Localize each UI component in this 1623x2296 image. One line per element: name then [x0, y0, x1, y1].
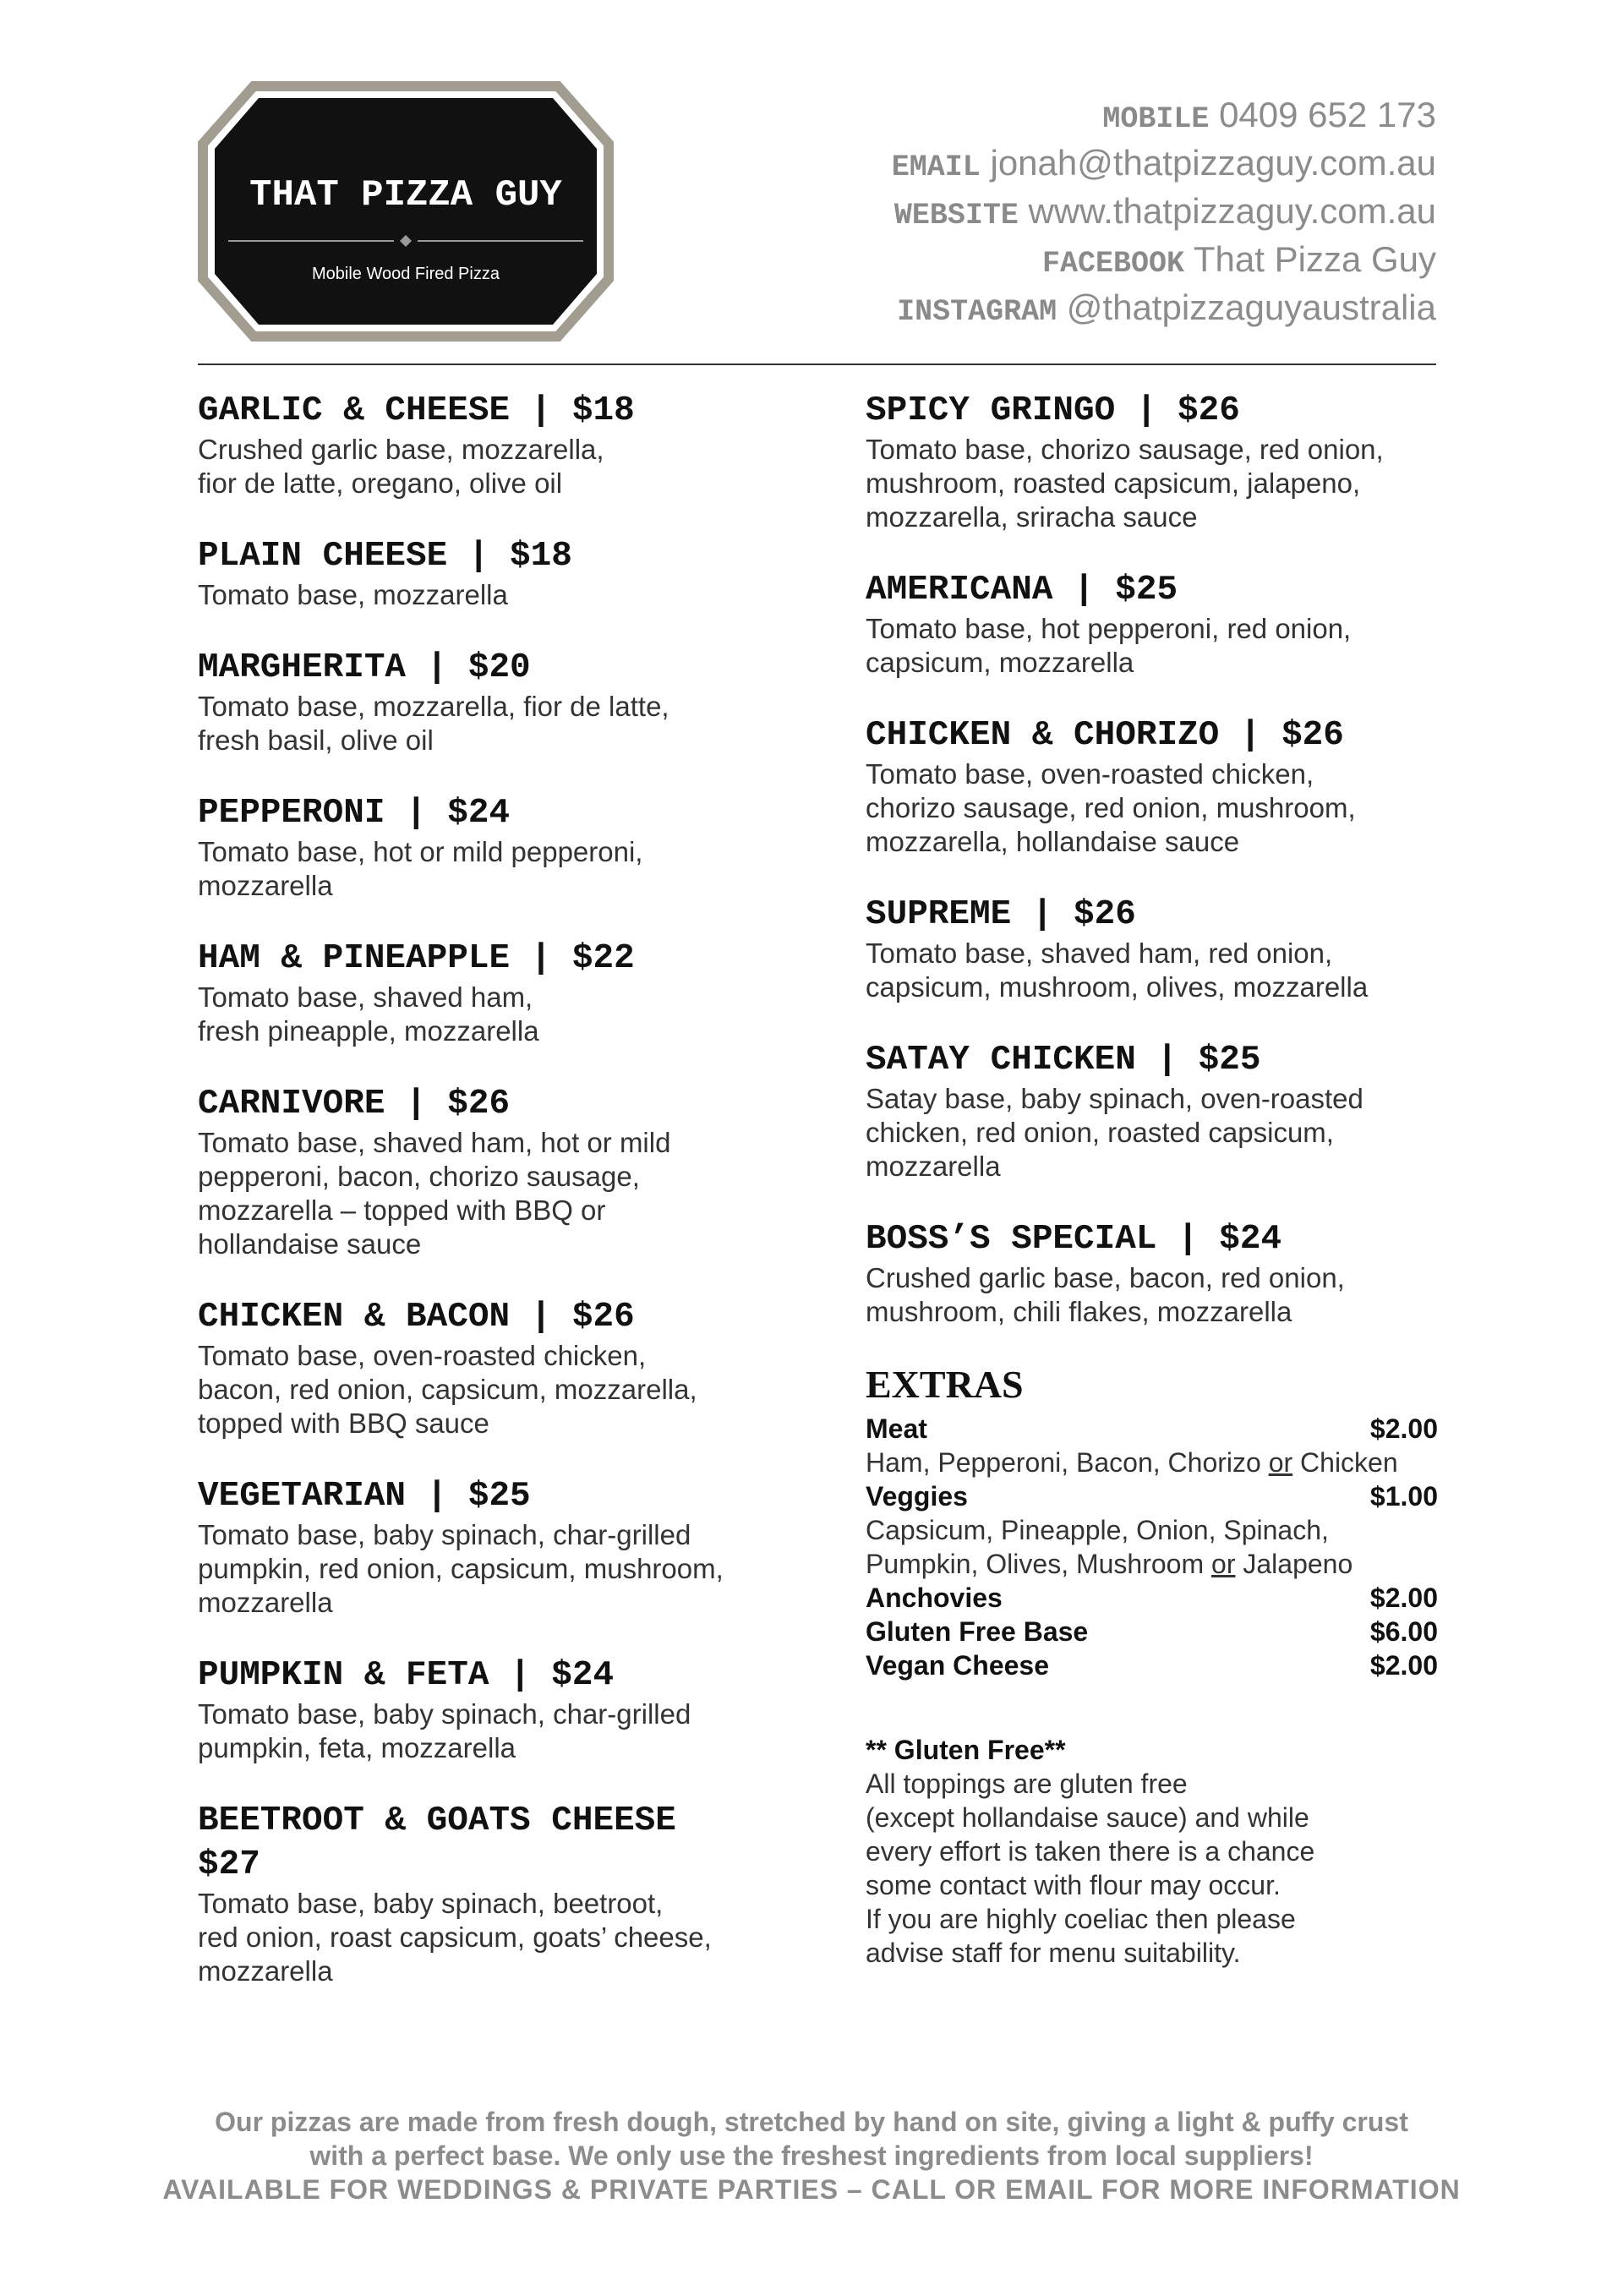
item-description: Tomato base, shaved ham, fresh pineapple, mozzarella	[198, 981, 539, 1047]
logo-subtitle: Mobile Wood Fired Pizza	[312, 265, 500, 283]
contact-value[interactable]: jonah@thatpizzaguy.com.au	[990, 143, 1436, 183]
contact-value[interactable]: That Pizza Guy	[1193, 239, 1436, 279]
menu-item	[866, 713, 1438, 859]
menu-item	[198, 791, 806, 903]
extras-section	[866, 1363, 1438, 1682]
menu-item	[866, 1217, 1438, 1329]
extra-description: Capsicum, Pineapple, Onion, Spinach,	[866, 1515, 1329, 1545]
extra-description	[866, 1547, 1438, 1581]
contact-label: FACEBOOK	[1041, 247, 1184, 281]
extra-label: Veggies	[866, 1481, 968, 1512]
item-name: CHICKEN & BACON | $26	[198, 1298, 635, 1337]
menu-item	[866, 893, 1438, 1004]
item-description: Tomato base, baby spinach, beetroot, red onion, roast capsicum, goats’ cheese, mozzarella	[198, 1888, 712, 1987]
contact-mobile	[892, 93, 1436, 141]
item-description: Tomato base, baby spinach, char-grilled pumpkin, red onion, capsicum, mushroom, mozzarella	[198, 1519, 724, 1618]
item-description: Crushed garlic base, bacon, red onion, mushroom, chili flakes, mozzarella	[866, 1262, 1345, 1327]
extra-desc-text: Jalapeno	[1235, 1549, 1353, 1579]
item-name: AMERICANA | $25	[866, 571, 1178, 610]
footer-cta: AVAILABLE FOR WEDDINGS & PRIVATE PARTIES – CALL OR EMAIL FOR MORE INFORMATION	[162, 2174, 1461, 2205]
item-name: BOSS’S SPECIAL | $24	[866, 1220, 1282, 1259]
contact-label: WEBSITE	[893, 199, 1019, 232]
extra-desc-text: Ham, Pepperoni, Bacon, Chorizo	[866, 1447, 1269, 1478]
extra-desc-or: or	[1211, 1549, 1236, 1579]
contact-instagram	[892, 286, 1436, 334]
extra-price: $1.00	[1369, 1481, 1438, 1512]
contact-label: EMAIL	[891, 150, 981, 184]
menu-column-left	[198, 389, 806, 2022]
menu-item	[198, 937, 806, 1048]
gluten-free-text: All toppings are gluten free (except hollandaise sauce) and while every effort is taken there is a chance some contact with flour may occur. If you are highly coeliac then please advise staff for menu suitability.	[866, 1768, 1315, 1968]
item-name: GARLIC & CHEESE | $18	[198, 391, 635, 430]
extra-anchovies	[866, 1581, 1438, 1615]
gluten-free-title: ** Gluten Free**	[866, 1735, 1066, 1765]
item-description: Tomato base, hot pepperoni, red onion, capsicum, mozzarella	[866, 613, 1352, 678]
item-name: CARNIVORE | $26	[198, 1085, 511, 1123]
extra-label: Meat	[866, 1413, 927, 1444]
extra-vegan-cheese	[866, 1648, 1438, 1682]
item-description: Tomato base, hot or mild pepperoni, mozzarella	[198, 836, 643, 901]
contact-info	[892, 93, 1436, 334]
extra-label: Gluten Free Base	[866, 1616, 1089, 1647]
footer-line: Our pizzas are made from fresh dough, stretched by hand on site, giving a light & puffy crust	[215, 2107, 1408, 2137]
gluten-free-note	[866, 1733, 1438, 1970]
footer	[0, 2105, 1623, 2206]
item-description: Tomato base, shaved ham, hot or mild pepperoni, bacon, chorizo sausage, mozzarella – topped with BBQ or hollandaise sauce	[198, 1127, 671, 1260]
item-name: SUPREME | $26	[866, 895, 1136, 934]
extra-desc-text: Chicken	[1292, 1447, 1398, 1478]
item-description: Tomato base, oven-roasted chicken, chorizo sausage, red onion, mushroom, mozzarella, hollandaise sauce	[866, 758, 1356, 857]
extra-veggies	[866, 1479, 1438, 1513]
menu-item	[198, 646, 806, 757]
item-name: HAM & PINEAPPLE | $22	[198, 939, 635, 978]
contact-value[interactable]: www.thatpizzaguy.com.au	[1028, 191, 1436, 231]
extra-price: $6.00	[1369, 1616, 1438, 1647]
menu-item	[198, 534, 806, 612]
menu-item	[198, 1474, 806, 1620]
item-description: Tomato base, oven-roasted chicken, bacon, red onion, capsicum, mozzarella, topped with BBQ sauce	[198, 1340, 697, 1439]
item-description: Crushed garlic base, mozzarella, fior de latte, oregano, olive oil	[198, 434, 604, 499]
extra-price: $2.00	[1369, 1583, 1438, 1613]
extras-title: EXTRAS	[866, 1363, 1024, 1406]
extra-gluten-free-base	[866, 1615, 1438, 1648]
item-description: Tomato base, chorizo sausage, red onion, mushroom, roasted capsicum, jalapeno, mozzarella, sriracha sauce	[866, 434, 1384, 533]
extra-price: $2.00	[1369, 1413, 1438, 1444]
menu-item	[866, 1038, 1438, 1184]
logo-title: THAT PIZZA GUY	[249, 174, 562, 216]
item-description: Tomato base, baby spinach, char-grilled pumpkin, feta, mozzarella	[198, 1698, 691, 1763]
header-divider	[198, 364, 1436, 365]
item-name: PLAIN CHEESE | $18	[198, 537, 572, 576]
item-description: Satay base, baby spinach, oven-roasted chicken, red onion, roasted capsicum, mozzarella	[866, 1083, 1363, 1182]
extra-meat	[866, 1412, 1438, 1446]
item-description: Tomato base, mozzarella, fior de latte, fresh basil, olive oil	[198, 691, 669, 756]
extra-description	[866, 1446, 1438, 1479]
item-name: BEETROOT & GOATS CHEESE $27	[198, 1801, 676, 1884]
contact-email	[892, 141, 1436, 189]
menu-item	[198, 1295, 806, 1440]
menu-item	[866, 389, 1438, 534]
extra-label: Anchovies	[866, 1583, 1003, 1613]
contact-value[interactable]: 0409 652 173	[1219, 95, 1436, 134]
item-description: Tomato base, mozzarella	[198, 579, 508, 610]
menu-item	[198, 389, 806, 500]
item-name: MARGHERITA | $20	[198, 648, 531, 687]
logo	[194, 76, 617, 347]
item-name: PUMPKIN & FETA | $24	[198, 1656, 615, 1695]
item-name: PEPPERONI | $24	[198, 794, 511, 833]
contact-facebook	[892, 238, 1436, 286]
contact-value[interactable]: @thatpizzaguyaustralia	[1066, 287, 1436, 327]
contact-website	[892, 189, 1436, 238]
item-name: SATAY CHICKEN | $25	[866, 1041, 1261, 1080]
item-description: Tomato base, shaved ham, red onion, capsicum, mushroom, olives, mozzarella	[866, 938, 1369, 1003]
extra-desc-or: or	[1268, 1447, 1293, 1478]
footer-line: with a perfect base. We only use the freshest ingredients from local suppliers!	[309, 2140, 1314, 2171]
menu-item	[866, 568, 1438, 680]
menu-item	[198, 1799, 806, 1988]
extra-desc-text: Pumpkin, Olives, Mushroom	[866, 1549, 1212, 1579]
menu-item	[198, 1082, 806, 1261]
contact-label: MOBILE	[1102, 102, 1210, 136]
menu-item	[198, 1654, 806, 1765]
extra-price: $2.00	[1369, 1650, 1438, 1681]
item-name: SPICY GRINGO | $26	[866, 391, 1240, 430]
menu-column-right	[866, 389, 1438, 1970]
extra-label: Vegan Cheese	[866, 1650, 1049, 1681]
item-name: VEGETARIAN | $25	[198, 1477, 531, 1516]
contact-label: INSTAGRAM	[897, 295, 1057, 329]
item-name: CHICKEN & CHORIZO | $26	[866, 716, 1344, 755]
